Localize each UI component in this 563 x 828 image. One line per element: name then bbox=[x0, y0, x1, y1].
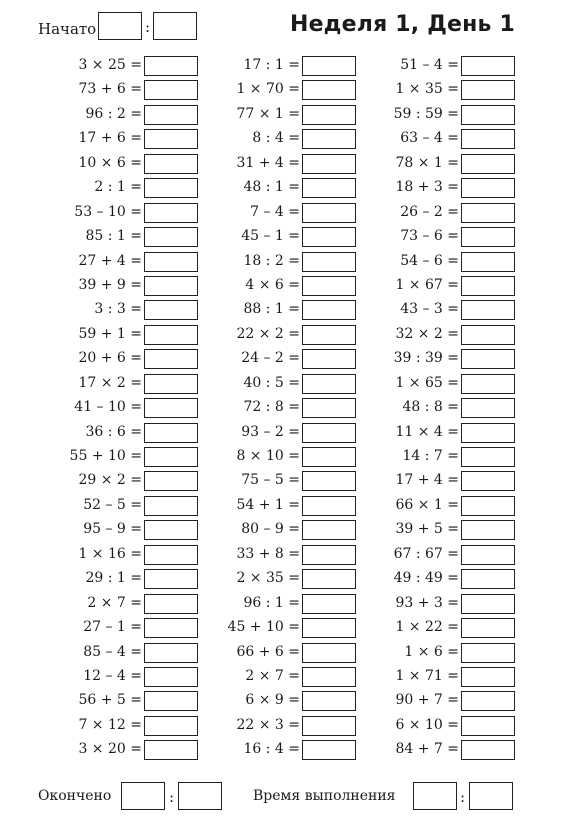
answer-box[interactable] bbox=[461, 227, 515, 247]
problem-row bbox=[186, 153, 356, 177]
problem-expression: 40 : 5 = bbox=[243, 374, 300, 391]
problem-expression: 85 : 1 = bbox=[85, 228, 142, 245]
problem-row bbox=[28, 446, 198, 470]
problem-expression: 1 × 67 = bbox=[395, 276, 459, 293]
problem-expression: 17 + 4 = bbox=[395, 472, 459, 489]
problem-row bbox=[345, 251, 515, 275]
answer-box[interactable] bbox=[461, 667, 515, 687]
problem-expression: 27 – 1 = bbox=[83, 619, 142, 636]
problem-row bbox=[345, 568, 515, 592]
problem-expression: 59 + 1 = bbox=[78, 325, 142, 342]
problem-expression: 12 – 4 = bbox=[83, 667, 142, 684]
problem-row bbox=[345, 104, 515, 128]
problem-expression: 1 × 71 = bbox=[395, 667, 459, 684]
problem-expression: 39 : 39 = bbox=[393, 350, 459, 367]
problem-row bbox=[345, 666, 515, 690]
problem-expression: 95 – 9 = bbox=[83, 521, 142, 538]
problem-row bbox=[186, 373, 356, 397]
answer-box[interactable] bbox=[461, 520, 515, 540]
problem-expression: 1 × 70 = bbox=[236, 81, 300, 98]
problem-row bbox=[28, 324, 198, 348]
answer-box[interactable] bbox=[461, 471, 515, 491]
problem-expression: 27 + 4 = bbox=[78, 252, 142, 269]
problem-expression: 10 × 6 = bbox=[78, 154, 142, 171]
problem-expression: 26 – 2 = bbox=[400, 203, 459, 220]
problem-row bbox=[186, 568, 356, 592]
worksheet-footer bbox=[0, 782, 563, 814]
problem-expression: 31 + 4 = bbox=[236, 154, 300, 171]
worksheet-header bbox=[0, 12, 563, 44]
problem-expression: 18 : 2 = bbox=[243, 252, 300, 269]
problem-row bbox=[28, 104, 198, 128]
answer-box[interactable] bbox=[461, 447, 515, 467]
answer-box[interactable] bbox=[461, 129, 515, 149]
problem-row bbox=[345, 617, 515, 641]
problem-row bbox=[28, 690, 198, 714]
problem-row bbox=[28, 666, 198, 690]
problem-column-2 bbox=[186, 55, 356, 764]
problem-row bbox=[186, 104, 356, 128]
problem-row bbox=[28, 519, 198, 543]
problem-row bbox=[28, 715, 198, 739]
problem-expression: 53 – 10 = bbox=[74, 203, 142, 220]
problem-expression: 90 + 7 = bbox=[395, 692, 459, 709]
problem-row bbox=[345, 642, 515, 666]
answer-box[interactable] bbox=[461, 105, 515, 125]
start-minutes-box[interactable] bbox=[153, 12, 197, 40]
problem-row bbox=[28, 348, 198, 372]
answer-box[interactable] bbox=[461, 154, 515, 174]
problem-row bbox=[28, 568, 198, 592]
problem-row bbox=[28, 55, 198, 79]
problem-expression: 96 : 1 = bbox=[243, 594, 300, 611]
problem-row bbox=[186, 397, 356, 421]
problem-row bbox=[28, 153, 198, 177]
problem-expression: 63 – 4 = bbox=[400, 130, 459, 147]
problem-row bbox=[345, 324, 515, 348]
problem-row bbox=[186, 275, 356, 299]
problem-expression: 48 : 1 = bbox=[243, 179, 300, 196]
problem-expression: 17 : 1 = bbox=[243, 57, 300, 73]
problem-row bbox=[28, 177, 198, 201]
answer-box[interactable] bbox=[461, 569, 515, 589]
problem-row bbox=[345, 226, 515, 250]
problem-expression: 33 + 8 = bbox=[236, 545, 300, 562]
answer-box[interactable] bbox=[461, 643, 515, 663]
problem-expression: 8 : 4 = bbox=[252, 130, 300, 147]
answer-box[interactable] bbox=[461, 349, 515, 369]
problem-row bbox=[186, 226, 356, 250]
problem-row bbox=[345, 373, 515, 397]
problem-expression: 72 : 8 = bbox=[243, 399, 300, 416]
problem-row bbox=[28, 275, 198, 299]
problem-row bbox=[186, 422, 356, 446]
problem-row bbox=[28, 226, 198, 250]
page-title: Неделя 1, День 1 bbox=[289, 12, 515, 37]
problem-expression: 96 : 2 = bbox=[85, 105, 142, 122]
problem-row bbox=[186, 202, 356, 226]
problem-row bbox=[186, 519, 356, 543]
start-time-colon: : bbox=[145, 18, 151, 36]
problem-row bbox=[28, 544, 198, 568]
problem-expression: 6 × 9 = bbox=[245, 692, 300, 709]
problem-row bbox=[345, 446, 515, 470]
problem-expression: 49 : 49 = bbox=[393, 570, 459, 587]
problem-row bbox=[186, 495, 356, 519]
problem-expression: 1 × 22 = bbox=[395, 619, 459, 636]
problem-row bbox=[345, 422, 515, 446]
problem-expression: 77 × 1 = bbox=[236, 105, 300, 122]
duration-colon: : bbox=[460, 788, 466, 806]
problem-row bbox=[186, 128, 356, 152]
answer-box[interactable] bbox=[461, 203, 515, 223]
problem-row bbox=[186, 593, 356, 617]
problem-expression: 45 + 10 = bbox=[227, 619, 300, 636]
problem-expression: 11 × 4 = bbox=[395, 423, 459, 440]
start-hours-box[interactable] bbox=[98, 12, 142, 40]
duration-seconds-box[interactable] bbox=[469, 782, 513, 810]
problem-row bbox=[186, 446, 356, 470]
problem-row bbox=[186, 642, 356, 666]
problem-expression: 39 + 5 = bbox=[395, 521, 459, 538]
problem-row bbox=[345, 55, 515, 79]
answer-box[interactable] bbox=[461, 691, 515, 711]
problem-expression: 45 – 1 = bbox=[241, 228, 300, 245]
answer-box[interactable] bbox=[461, 300, 515, 320]
problem-row bbox=[345, 348, 515, 372]
problem-row bbox=[186, 251, 356, 275]
problem-row bbox=[186, 544, 356, 568]
problem-row bbox=[186, 299, 356, 323]
problem-row bbox=[345, 397, 515, 421]
answer-box[interactable] bbox=[461, 740, 515, 760]
problem-row bbox=[28, 739, 198, 763]
problem-row bbox=[186, 739, 356, 763]
problem-row bbox=[28, 422, 198, 446]
problem-expression: 85 – 4 = bbox=[83, 643, 142, 660]
problem-row bbox=[186, 470, 356, 494]
answer-box[interactable] bbox=[461, 325, 515, 345]
answer-box[interactable] bbox=[461, 56, 515, 76]
problem-row bbox=[186, 324, 356, 348]
problem-row bbox=[345, 739, 515, 763]
problem-expression: 16 : 4 = bbox=[243, 741, 300, 758]
problem-expression: 7 × 12 = bbox=[78, 716, 142, 733]
answer-box[interactable] bbox=[461, 423, 515, 443]
answer-box[interactable] bbox=[461, 594, 515, 614]
problem-row bbox=[28, 79, 198, 103]
answer-box[interactable] bbox=[461, 496, 515, 516]
problem-row bbox=[186, 177, 356, 201]
problem-row bbox=[345, 544, 515, 568]
problem-expression: 14 : 7 = bbox=[402, 448, 459, 464]
problem-expression: 18 + 3 = bbox=[395, 179, 459, 196]
problem-expression: 20 + 6 = bbox=[78, 350, 142, 367]
problem-row bbox=[345, 153, 515, 177]
problem-expression: 66 + 6 = bbox=[236, 643, 300, 660]
problem-expression: 78 × 1 = bbox=[395, 154, 459, 171]
problem-expression: 54 + 1 = bbox=[236, 496, 300, 513]
answer-box[interactable] bbox=[461, 374, 515, 394]
problem-expression: 8 × 10 = bbox=[236, 448, 300, 464]
problem-expression: 54 – 6 = bbox=[400, 252, 459, 269]
problem-expression: 84 + 7 = bbox=[395, 741, 459, 758]
problem-row bbox=[345, 593, 515, 617]
problem-row bbox=[28, 495, 198, 519]
answer-box[interactable] bbox=[461, 178, 515, 198]
problem-expression: 66 × 1 = bbox=[395, 496, 459, 513]
problem-column-1 bbox=[28, 55, 198, 764]
problem-expression: 29 : 1 = bbox=[85, 570, 142, 587]
problem-row bbox=[28, 373, 198, 397]
problem-row bbox=[28, 299, 198, 323]
answer-box[interactable] bbox=[461, 276, 515, 296]
problem-row bbox=[28, 642, 198, 666]
problem-column-3 bbox=[345, 55, 515, 764]
problem-row bbox=[345, 470, 515, 494]
problem-expression: 51 – 4 = bbox=[400, 57, 459, 73]
problem-expression: 3 × 20 = bbox=[78, 741, 142, 758]
problem-expression: 55 + 10 = bbox=[69, 448, 142, 464]
problem-row bbox=[345, 79, 515, 103]
problem-expression: 3 : 3 = bbox=[94, 301, 142, 318]
problem-expression: 24 – 2 = bbox=[241, 350, 300, 367]
answer-box[interactable] bbox=[461, 80, 515, 100]
problem-expression: 2 × 7 = bbox=[87, 594, 142, 611]
problem-row bbox=[345, 128, 515, 152]
start-time-label: Начато bbox=[38, 20, 97, 38]
answer-box[interactable] bbox=[461, 545, 515, 565]
problem-expression: 1 × 65 = bbox=[395, 374, 459, 391]
finished-time-label: Окончено bbox=[38, 788, 112, 804]
problem-row bbox=[186, 666, 356, 690]
problem-row bbox=[28, 593, 198, 617]
finished-minutes-box[interactable] bbox=[178, 782, 222, 810]
problem-expression: 2 : 1 = bbox=[94, 179, 142, 196]
problem-expression: 22 × 2 = bbox=[236, 325, 300, 342]
answer-box[interactable] bbox=[461, 716, 515, 736]
problem-row bbox=[186, 617, 356, 641]
problem-expression: 75 – 5 = bbox=[241, 472, 300, 489]
problem-expression: 93 – 2 = bbox=[241, 423, 300, 440]
problem-row bbox=[28, 617, 198, 641]
duration-label: Время выполнения bbox=[253, 788, 396, 804]
problem-row bbox=[345, 495, 515, 519]
problem-expression: 59 : 59 = bbox=[393, 105, 459, 122]
problem-row bbox=[186, 690, 356, 714]
answer-box[interactable] bbox=[461, 398, 515, 418]
answer-box[interactable] bbox=[461, 618, 515, 638]
problem-row bbox=[345, 202, 515, 226]
problem-expression: 48 : 8 = bbox=[402, 399, 459, 416]
problem-row bbox=[28, 251, 198, 275]
problem-expression: 17 + 6 = bbox=[78, 130, 142, 147]
problem-expression: 73 – 6 = bbox=[400, 228, 459, 245]
problem-expression: 2 × 7 = bbox=[245, 667, 300, 684]
problem-expression: 52 – 5 = bbox=[83, 496, 142, 513]
problem-expression: 6 × 10 = bbox=[395, 716, 459, 733]
problem-expression: 22 × 3 = bbox=[236, 716, 300, 733]
problem-expression: 93 + 3 = bbox=[395, 594, 459, 611]
problem-row bbox=[345, 519, 515, 543]
problem-row bbox=[186, 715, 356, 739]
problem-row bbox=[186, 55, 356, 79]
problem-row bbox=[345, 715, 515, 739]
finished-time-colon: : bbox=[169, 788, 175, 806]
problem-row bbox=[186, 79, 356, 103]
problem-expression: 80 – 9 = bbox=[241, 521, 300, 538]
problem-row bbox=[28, 397, 198, 421]
problem-expression: 41 – 10 = bbox=[74, 399, 142, 416]
problem-expression: 36 : 6 = bbox=[85, 423, 142, 440]
problem-expression: 17 × 2 = bbox=[78, 374, 142, 391]
problem-expression: 39 + 9 = bbox=[78, 276, 142, 293]
problem-expression: 7 – 4 = bbox=[250, 203, 300, 220]
problem-row bbox=[345, 275, 515, 299]
problem-expression: 73 + 6 = bbox=[78, 81, 142, 98]
problem-expression: 67 : 67 = bbox=[393, 545, 459, 562]
problem-row bbox=[345, 177, 515, 201]
problem-expression: 56 + 5 = bbox=[78, 692, 142, 709]
problem-expression: 43 – 3 = bbox=[400, 301, 459, 318]
problem-expression: 1 × 35 = bbox=[395, 81, 459, 98]
problem-row bbox=[28, 128, 198, 152]
answer-box[interactable] bbox=[461, 252, 515, 272]
problem-expression: 32 × 2 = bbox=[395, 325, 459, 342]
problem-expression: 1 × 6 = bbox=[404, 643, 459, 660]
finished-hours-box[interactable] bbox=[121, 782, 165, 810]
problem-expression: 88 : 1 = bbox=[243, 301, 300, 318]
problem-row bbox=[28, 202, 198, 226]
problem-row bbox=[345, 299, 515, 323]
problem-expression: 29 × 2 = bbox=[78, 472, 142, 489]
problem-expression: 2 × 35 = bbox=[236, 570, 300, 587]
problem-row bbox=[186, 348, 356, 372]
problem-expression: 3 × 25 = bbox=[78, 57, 142, 73]
problem-row bbox=[345, 690, 515, 714]
problem-expression: 4 × 6 = bbox=[245, 276, 300, 293]
problem-row bbox=[28, 470, 198, 494]
duration-minutes-box[interactable] bbox=[413, 782, 457, 810]
problem-expression: 1 × 16 = bbox=[78, 545, 142, 562]
